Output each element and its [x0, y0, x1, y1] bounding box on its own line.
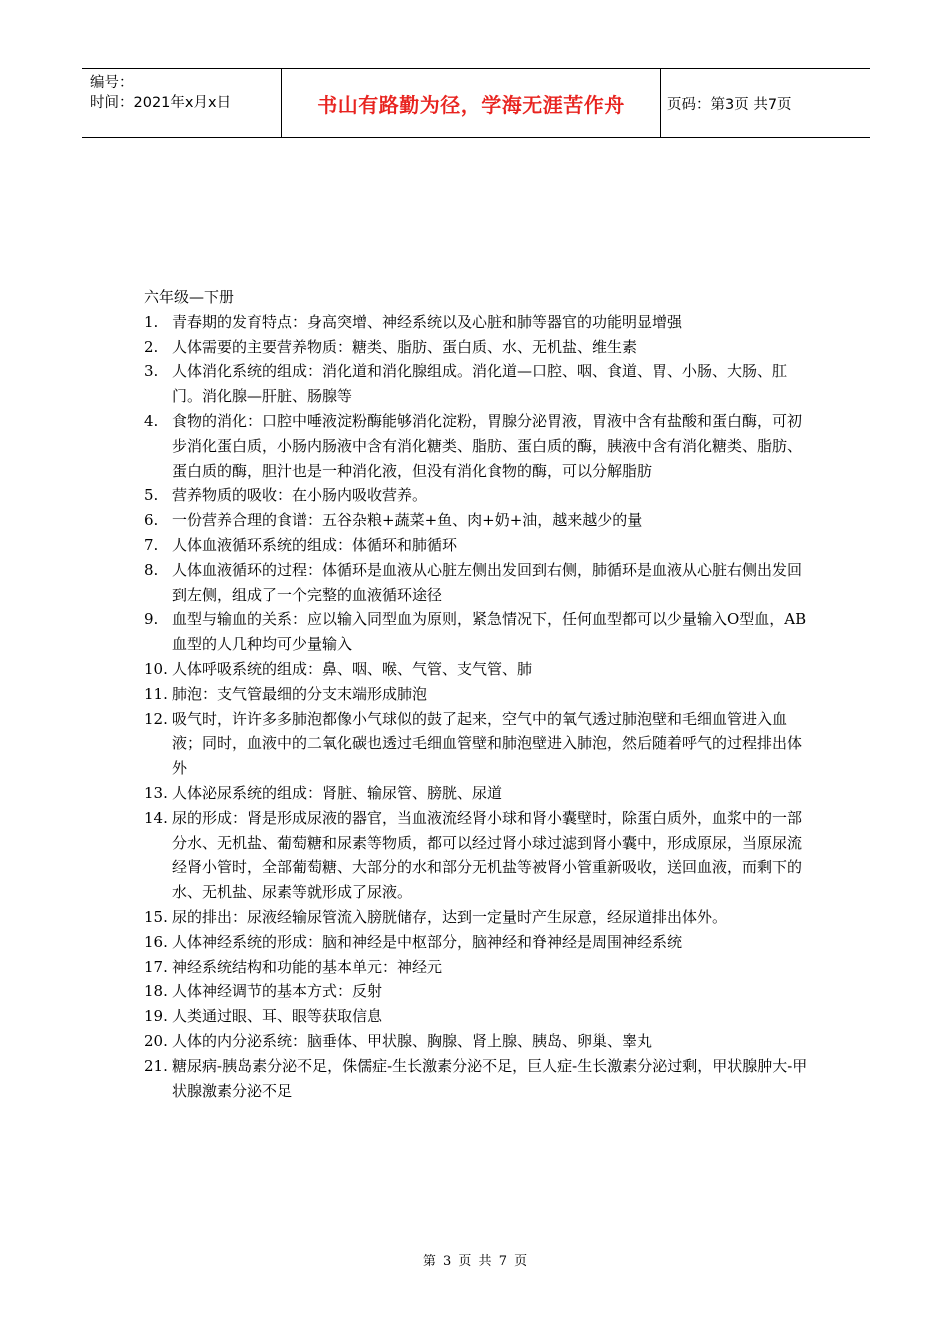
- list-item-text: 糖尿病-胰岛素分泌不足，侏儒症-生长激素分泌不足，巨人症-生长激素分泌过剩，甲状腺肿大-甲状腺激素分泌不足: [172, 1056, 808, 1100]
- list-item-number: 19.: [144, 1007, 168, 1026]
- knowledge-point-list: [144, 310, 814, 1104]
- list-item-number: 15.: [144, 907, 168, 926]
- list-item: [144, 930, 814, 955]
- list-item-number: 13.: [144, 783, 168, 802]
- list-item-text: 尿的排出：尿液经输尿管流入膀胱储存，达到一定量时产生尿意，经尿道排出体外。: [172, 907, 728, 926]
- list-item-number: 11.: [144, 684, 168, 703]
- list-item-text: 肺泡：支气管最细的分支末端形成肺泡: [172, 684, 428, 703]
- list-item-text: 人体神经调节的基本方式：反射: [172, 982, 383, 1001]
- section-title: 六年级—下册: [144, 288, 235, 306]
- list-item-number: 21.: [144, 1056, 168, 1075]
- page-header: [82, 68, 870, 138]
- list-item: [144, 483, 814, 508]
- list-item-text: 人体消化系统的组成：消化道和消化腺组成。消化道—口腔、咽、食道、胃、小肠、大肠、肛门。消化腺—肝脏、肠腺等: [172, 362, 788, 406]
- header-left-cell: [82, 69, 281, 137]
- list-item-text: 青春期的发育特点：身高突增、神经系统以及心脏和肺等器官的功能明显增强: [172, 312, 683, 331]
- list-item: [144, 657, 814, 682]
- list-item: [144, 335, 814, 360]
- list-item: [144, 781, 814, 806]
- list-item: [144, 1004, 814, 1029]
- document-number-label: 编号：: [90, 75, 134, 91]
- list-item: [144, 558, 814, 608]
- list-item-number: 12.: [144, 709, 168, 728]
- page-footer: 第 3 页 共 7 页: [422, 1254, 528, 1269]
- list-item-text: 食物的消化：口腔中唾液淀粉酶能够消化淀粉，胃腺分泌胃液，胃液中含有盐酸和蛋白酶，可初步消化蛋白质，小肠内肠液中含有消化糖类、脂肪、蛋白质的酶，胰液中含有消化糖类、脂肪、蛋白质的酶，胆汁也是一种消化液，但没有消化食物的酶，可以分解脂肪: [172, 411, 803, 480]
- list-item-text: 神经系统结构和功能的基本单元：神经元: [172, 957, 443, 976]
- list-item-number: 6.: [144, 511, 159, 530]
- list-item: [144, 1054, 814, 1104]
- list-item: [144, 409, 814, 483]
- list-item-number: 7.: [144, 535, 159, 554]
- list-item-text: 人体需要的主要营养物质：糖类、脂肪、蛋白质、水、无机盐、维生素: [172, 337, 638, 356]
- list-item-text: 尿的形成：肾是形成尿液的器官，当血液流经肾小球和肾小囊壁时，除蛋白质外，血浆中的一部分水、无机盐、葡萄糖和尿素等物质，都可以经过肾小球过滤到肾小囊中，形成原尿，当原尿流经肾小管时，全部葡萄糖、大部分的水和部分无机盐等被肾小管重新吸收，送回血液，而剩下的水、无机盐、尿素等就形成了尿液。: [172, 808, 803, 902]
- list-item: [144, 508, 814, 533]
- list-item-text: 一份营养合理的食谱：五谷杂粮+蔬菜+鱼、肉+奶+油，越来越少的量: [172, 511, 643, 530]
- document-date-label: 时间：2021年x月x日: [90, 95, 232, 111]
- list-item-text: 人体呼吸系统的组成：鼻、咽、喉、气管、支气管、肺: [172, 659, 533, 678]
- list-item-number: 16.: [144, 932, 168, 951]
- list-item-number: 17.: [144, 957, 168, 976]
- header-page-label: 页码：第3页 共7页: [667, 96, 792, 113]
- list-item: [144, 955, 814, 980]
- list-item-number: 14.: [144, 808, 168, 827]
- list-item-number: 9.: [144, 610, 159, 629]
- list-item-number: 8.: [144, 560, 159, 579]
- list-item: [144, 905, 814, 930]
- list-item: [144, 806, 814, 905]
- list-item-text: 血型与输血的关系：应以输入同型血为原则，紧急情况下，任何血型都可以少量输入O型血，AB血型的人几种均可少量输入: [172, 610, 807, 654]
- list-item: [144, 1029, 814, 1054]
- list-item-number: 18.: [144, 982, 168, 1001]
- list-item: [144, 310, 814, 335]
- header-motto-cell: [281, 69, 661, 137]
- list-item: [144, 707, 814, 781]
- list-item-text: 人体泌尿系统的组成：肾脏、输尿管、膀胱、尿道: [172, 783, 503, 802]
- list-item-number: 3.: [144, 362, 159, 381]
- header-page-cell: [661, 69, 870, 137]
- list-item-text: 人体的内分泌系统：脑垂体、甲状腺、胸腺、肾上腺、胰岛、卵巢、睾丸: [172, 1031, 653, 1050]
- list-item-text: 营养物质的吸收：在小肠内吸收营养。: [172, 486, 428, 505]
- list-item: [144, 682, 814, 707]
- header-motto: 书山有路勤为径，学海无涯苦作舟: [317, 92, 625, 117]
- list-item-number: 2.: [144, 337, 159, 356]
- list-item-number: 10.: [144, 659, 168, 678]
- list-item-number: 5.: [144, 486, 159, 505]
- list-item: [144, 979, 814, 1004]
- list-item-text: 人体血液循环系统的组成：体循环和肺循环: [172, 535, 458, 554]
- list-item-number: 1.: [144, 312, 159, 331]
- list-item: [144, 533, 814, 558]
- document-body: [144, 285, 814, 1103]
- list-item-text: 人类通过眼、耳、眼等获取信息: [172, 1007, 383, 1026]
- list-item-number: 20.: [144, 1031, 168, 1050]
- list-item-text: 人体血液循环的过程：体循环是血液从心脏左侧出发回到右侧，肺循环是血液从心脏右侧出发回到左侧，组成了一个完整的血液循环途径: [172, 560, 803, 604]
- list-item-number: 4.: [144, 411, 159, 430]
- list-item-text: 人体神经系统的形成：脑和神经是中枢部分，脑神经和脊神经是周围神经系统: [172, 932, 683, 951]
- list-item-text: 吸气时，许许多多肺泡都像小气球似的鼓了起来，空气中的氧气透过肺泡壁和毛细血管进入血液；同时，血液中的二氧化碳也透过毛细血管壁和肺泡壁进入肺泡，然后随着呼气的过程排出体外: [172, 709, 803, 778]
- list-item: [144, 359, 814, 409]
- list-item: [144, 607, 814, 657]
